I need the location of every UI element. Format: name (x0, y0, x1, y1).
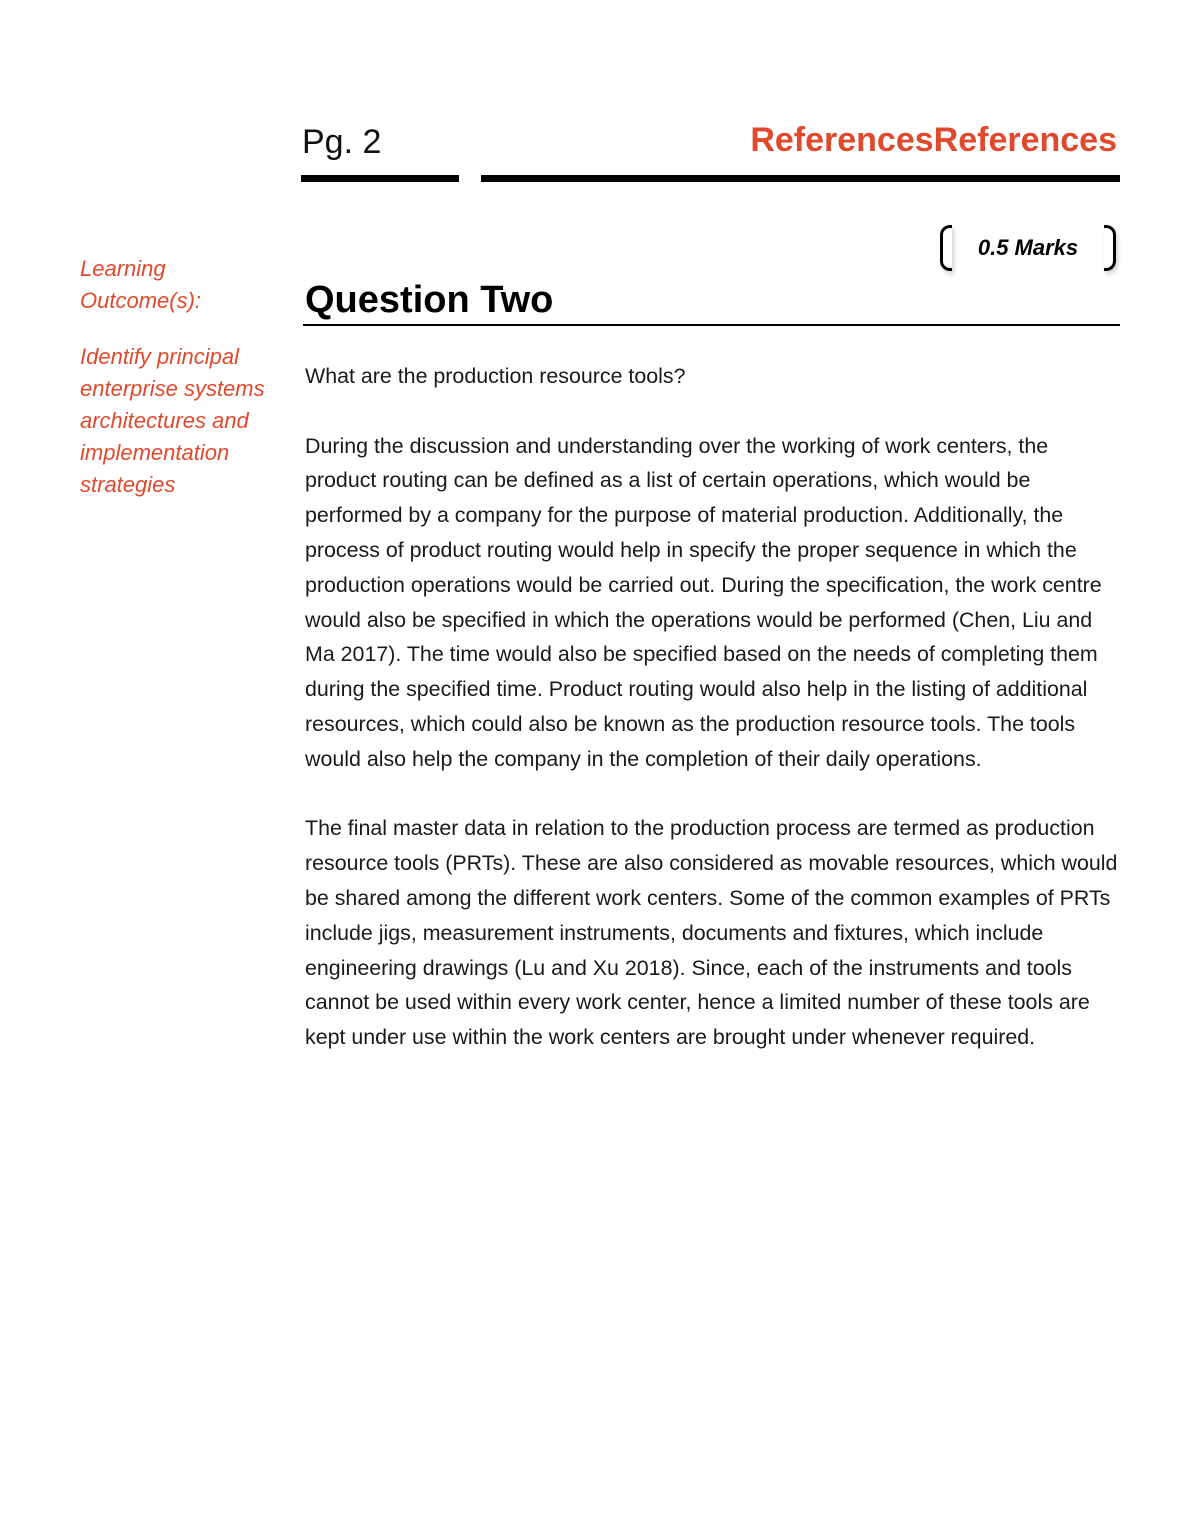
question-title-underline (303, 324, 1120, 326)
header-rule-right (481, 175, 1120, 182)
learning-outcome-text: Identify principal enterprise systems architectures and implementation strategies (80, 344, 265, 497)
question-prompt: What are the production resource tools? (305, 364, 686, 388)
question-content (305, 359, 1120, 1090)
answer-paragraph-1: During the discussion and understanding over the working of work centers, the product routing can be defined as a list of certain operations, which would be performed by a company for the purpose of material production. Additionally, the process of product routing would help in specify the proper sequence in which the production operations would be carried out. During the specification, the work centre would also be specified in which the operations would be performed (Chen, Liu and Ma 2017). The time would also be specified based on the needs of completing them during the specified time. Product routing would also help in the listing of additional resources, which could also be known as the production resource tools. The tools would also help the company in the completion of their daily operations. (305, 433, 1102, 771)
question-title: Question Two (305, 279, 554, 321)
page-number: Pg. 2 (302, 123, 382, 161)
answer-paragraph-2: The final master data in relation to the production process are termed as production resource tools (PRTs). These are also considered as movable resources, which would be shared among the different work centers. Some of the common examples of PRTs include jigs, measurement instruments, documents and fixtures, which include engineering drawings (Lu and Xu 2018). Since, each of the instruments and tools cannot be used within every work center, hence a limited number of these tools are kept under use within the work centers are brought under whenever required. (305, 816, 1118, 1050)
section-title: ReferencesReferences (750, 121, 1117, 159)
marks-label: 0.5 Marks (977, 235, 1079, 260)
learning-outcome-sidebar (80, 253, 270, 501)
header-rule-left (301, 175, 459, 182)
right-bracket-icon (1104, 225, 1116, 271)
marks-badge (940, 225, 1116, 271)
learning-outcome-heading: Learning Outcome(s): (80, 256, 202, 313)
